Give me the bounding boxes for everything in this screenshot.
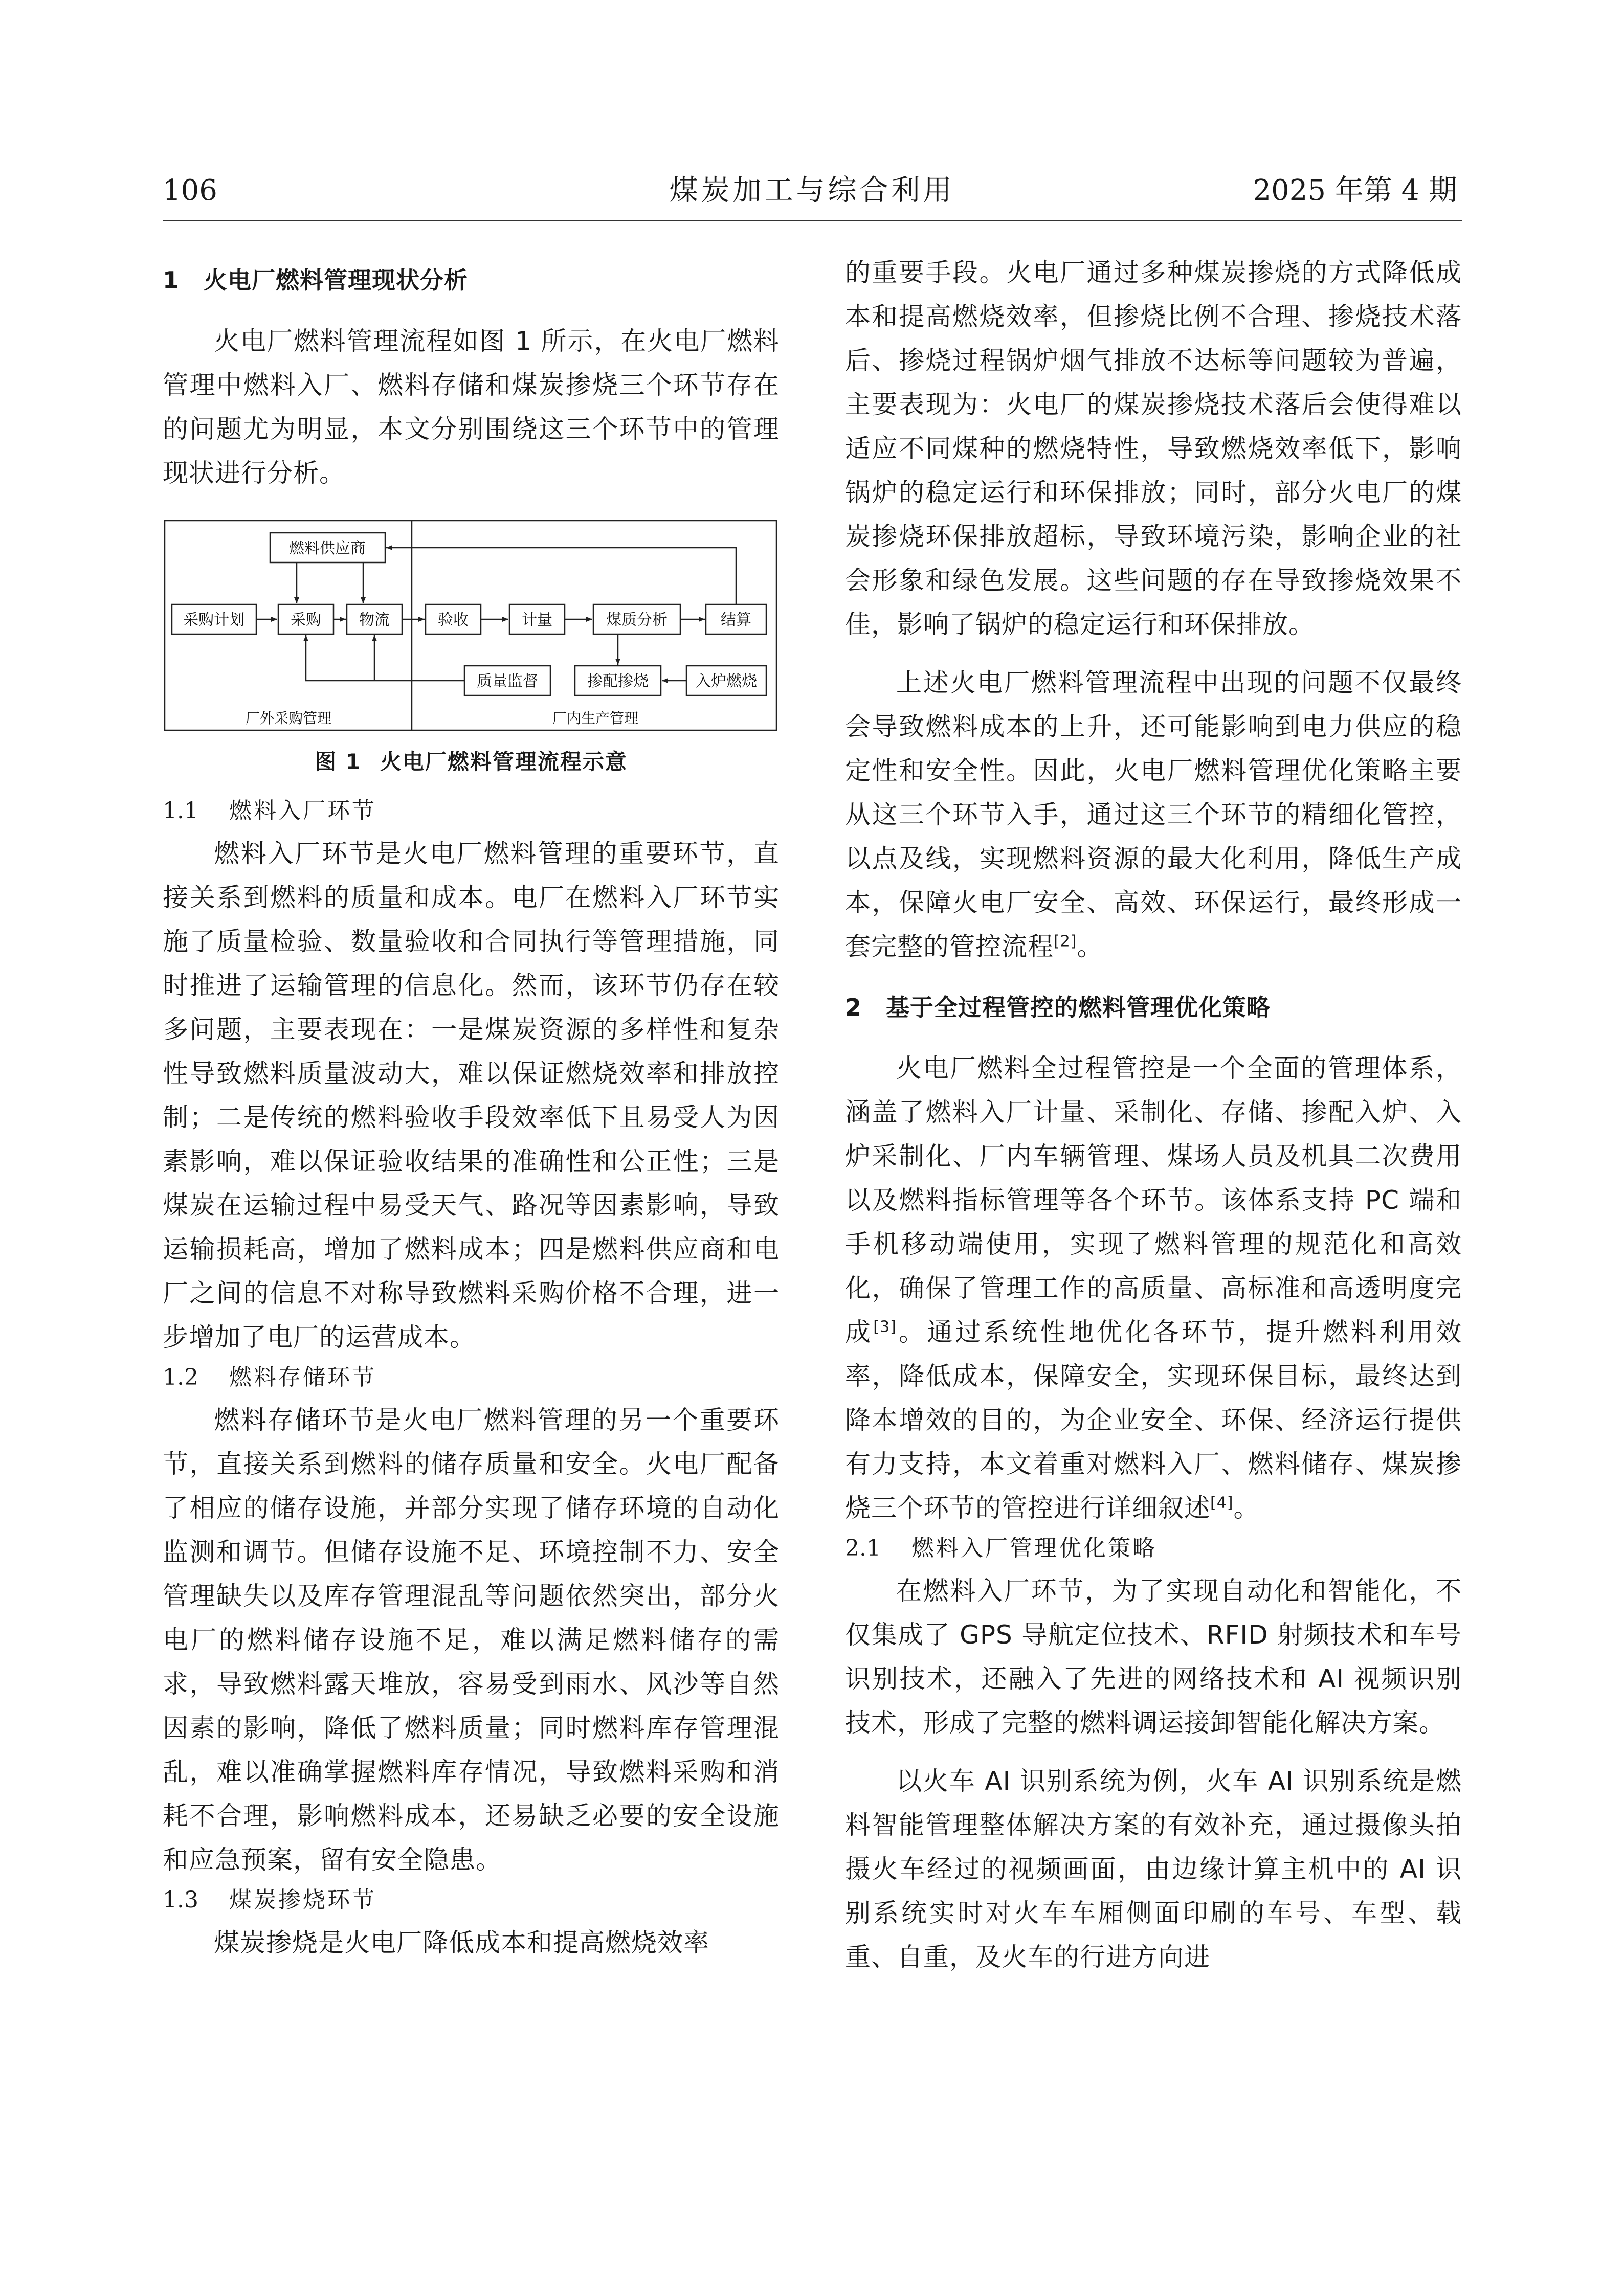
paragraph: 以火车 AI 识别系统为例，火车 AI 识别系统是燃料智能管理整体解决方案的有效补充，通过摄像头拍摄火车经过的视频画面，由边缘计算主机中的 AI 识别系统实时对火车车厢侧面印刷的车号、车型、载重、自重，及火车的行进方向进	[845, 1766, 1462, 1972]
section-heading-2	[845, 992, 1462, 1023]
section-number: 1	[163, 266, 180, 294]
figure-title: 火电厂燃料管理流程示意	[380, 749, 628, 774]
subsection-number: 2.1	[845, 1535, 881, 1561]
issue-label: 2025 年第 4 期	[1253, 174, 1457, 207]
subsection-heading-1-1	[163, 796, 780, 826]
node-blending-label: 掺配掺烧	[587, 673, 649, 690]
node-plan-label: 采购计划	[183, 612, 244, 628]
paragraph: 燃料存储环节是火电厂燃料管理的另一个重要环节，直接关系到燃料的储存质量和安全。火电厂配备了相应的储存设施，并部分实现了储存环境的自动化监测和调节。但储存设施不足、环境控制不力、安全管理缺失以及库存管理混乱等问题依然突出，部分火电厂的燃料储存设施不足，难以满足燃料储存的需求，导致燃料露天堆放，容易受到雨水、风沙等自然因素的影响，降低了燃料质量；同时燃料库存管理混乱，难以准确掌握燃料库存情况，导致燃料采购和消耗不合理，影响燃料成本，还易缺乏必要的安全设施和应急预案，留有安全隐患。	[163, 1405, 780, 1875]
citation: [2]	[1054, 932, 1077, 951]
page-number: 106	[163, 174, 217, 207]
paragraph-end: 。	[1077, 932, 1103, 961]
paragraph-text: 上述火电厂燃料管理流程中出现的问题不仅最终会导致燃料成本的上升，还可能影响到电力供应的稳定性和安全性。因此，火电厂燃料管理优化策略主要从这三个环节入手，通过这三个环节的精细化管控，以点及线，实现燃料资源的最大化利用，降低生产成本，保障火电厂安全、高效、环保运行，最终形成一套完整的管控流程	[845, 668, 1462, 961]
right-column	[845, 251, 1462, 1979]
paragraph	[845, 1046, 1462, 1530]
node-purchase-label: 采购	[291, 612, 321, 628]
node-logistics-label: 物流	[359, 612, 390, 628]
journal-title: 煤炭加工与综合利用	[669, 174, 955, 207]
region-external-label: 厂外采购管理	[245, 711, 332, 727]
paragraph-end: 。	[1233, 1493, 1260, 1523]
paragraph-text: 。通过系统性地优化各环节，提升燃料利用效率，降低成本，保障安全，实现环保目标，最终达到降本增效的目的，为企业安全、环保、经济运行提供有力支持，本文着重对燃料入厂、燃料储存、煤炭掺烧三个环节的管控进行详细叙述	[845, 1317, 1462, 1523]
flowchart	[163, 513, 780, 733]
header-rule	[163, 220, 1462, 221]
paragraph: 火电厂燃料管理流程如图 1 所示，在火电厂燃料管理中燃料入厂、燃料存储和煤炭掺烧三个环节存在的问题尤为明显，本文分别围绕这三个环节中的管理现状进行分析。	[163, 326, 780, 488]
figure-caption	[163, 747, 780, 777]
citation: [4]	[1210, 1494, 1234, 1512]
node-supplier-label: 燃料供应商	[289, 540, 366, 557]
subsection-number: 1.3	[163, 1887, 198, 1913]
subsection-number: 1.2	[163, 1364, 198, 1390]
paragraph: 在燃料入厂环节，为了实现自动化和智能化，不仅集成了 GPS 导航定位技术、RFID 射频技术和车号识别技术，还融入了先进的网络技术和 AI 视频识别技术，形成了完整的燃料调运接卸智能化解决方案。	[845, 1576, 1462, 1738]
subsection-title: 燃料存储环节	[229, 1364, 376, 1390]
node-quality-supervision-label: 质量监督	[477, 673, 538, 690]
subsection-title: 燃料入厂管理优化策略	[911, 1535, 1157, 1561]
node-furnace-label: 入炉燃烧	[696, 673, 757, 690]
figure-number: 图 1	[315, 749, 362, 774]
paragraph: 燃料入厂环节是火电厂燃料管理的重要环节，直接关系到燃料的质量和成本。电厂在燃料入厂环节实施了质量检验、数量验收和合同执行等管理措施，同时推进了运输管理的信息化。然而，该环节仍存在较多问题，主要表现在：一是煤炭资源的多样性和复杂性导致燃料质量波动大，难以保证燃烧效率和排放控制；二是传统的燃料验收手段效率低下且易受人为因素影响，难以保证验收结果的准确性和公正性；三是煤炭在运输过程中易受天气、路况等因素影响，导致运输损耗高，增加了燃料成本；四是燃料供应商和电厂之间的信息不对称导致燃料采购价格不合理，进一步增加了电厂的运营成本。	[163, 839, 780, 1352]
subsection-number: 1.1	[163, 798, 198, 824]
citation: [3]	[873, 1318, 897, 1336]
paragraph: 的重要手段。火电厂通过多种煤炭掺烧的方式降低成本和提高燃烧效率，但掺烧比例不合理、掺烧技术落后、掺烧过程锅炉烟气排放不达标等问题较为普遍，主要表现为：火电厂的煤炭掺烧技术落后会使得难以适应不同煤种的燃烧特性，导致燃烧效率低下，影响锅炉的稳定运行和环保排放；同时，部分火电厂的煤炭掺烧环保排放超标，导致环境污染，影响企业的社会形象和绿色发展。这些问题的存在导致掺烧效果不佳，影响了锅炉的稳定运行和环保排放。	[845, 258, 1462, 639]
paragraph: 煤炭掺烧是火电厂降低成本和提高燃烧效率	[214, 1928, 709, 1957]
node-metering-label: 计量	[522, 612, 552, 628]
section-title: 基于全过程管控的燃料管理优化策略	[886, 994, 1271, 1021]
subsection-heading-1-3	[163, 1885, 780, 1916]
section-title: 火电厂燃料管理现状分析	[204, 266, 468, 294]
subsection-title: 燃料入厂环节	[229, 798, 376, 824]
node-quality-analysis-label: 煤质分析	[606, 612, 668, 628]
region-internal-label: 厂内生产管理	[552, 711, 639, 727]
subsection-heading-1-2	[163, 1362, 780, 1393]
left-column	[163, 251, 780, 1965]
subsection-heading-2-1	[845, 1533, 1462, 1564]
paragraph-text: 火电厂燃料全过程管控是一个全面的管理体系，涵盖了燃料入厂计量、采制化、存储、掺配入炉、入炉采制化、厂内车辆管理、煤场人员及机具二次费用以及燃料指标管理等各个环节。该体系支持 PC 端和手机移动端使用，实现了燃料管理的规范化和高效化，确保了管理工作的高质量、高标准和高透明度完成	[845, 1053, 1462, 1347]
section-number: 2	[845, 994, 862, 1021]
section-heading-1	[163, 265, 780, 296]
node-acceptance-label: 验收	[438, 612, 469, 628]
subsection-title: 煤炭掺烧环节	[229, 1887, 376, 1913]
node-settlement-label: 结算	[721, 612, 751, 628]
figure-1	[163, 513, 780, 733]
paragraph	[845, 661, 1462, 969]
